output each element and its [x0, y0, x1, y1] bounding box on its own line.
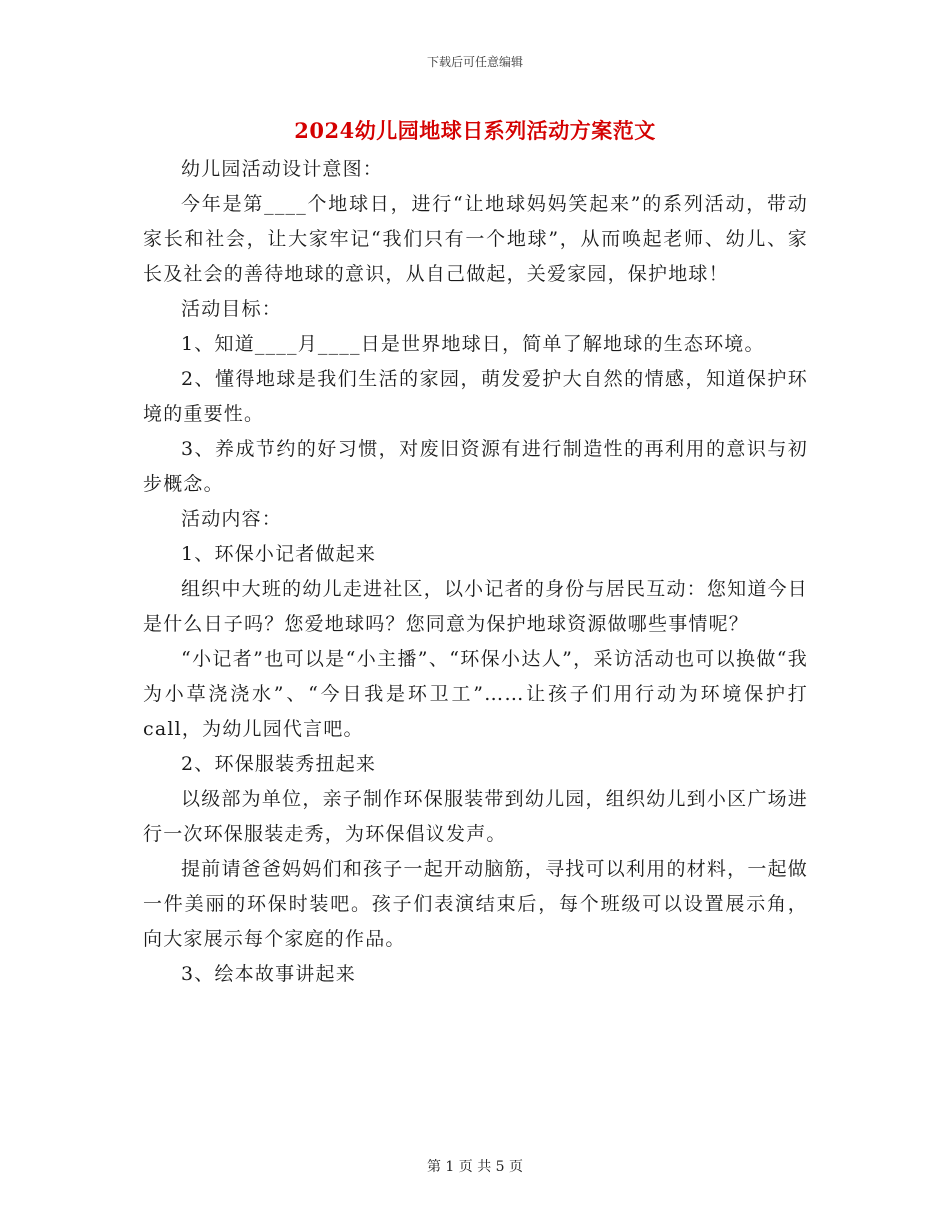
- paragraph: 3、养成节约的好习惯，对废旧资源有进行制造性的再利用的意识与初步概念。: [143, 438, 808, 495]
- paragraph: 3、绘本故事讲起来: [181, 963, 356, 985]
- paragraph: “小记者”也可以是“小主播”、“环保小达人”，采访活动也可以换做“我为小草浇浇水”、“今日我是环卫工”……让孩子们用行动为环境保护打call，为幼儿园代言吧。: [143, 648, 808, 740]
- paragraph: 2、懂得地球是我们生活的家园，萌发爱护大自然的情感，知道保护环境的重要性。: [143, 368, 808, 425]
- document-body: [143, 152, 808, 992]
- paragraph: 活动目标：: [181, 298, 283, 320]
- paragraph: 提前请爸爸妈妈们和孩子一起开动脑筋，寻找可以利用的材料，一起做一件美丽的环保时装吧。孩子们表演结束后，每个班级可以设置展示角，向大家展示每个家庭的作品。: [143, 858, 808, 950]
- paragraph: 1、知道____月____日是世界地球日，简单了解地球的生态环境。: [181, 333, 765, 355]
- paragraph: 1、环保小记者做起来: [181, 543, 377, 565]
- document-title: 2024幼儿园地球日系列活动方案范文: [294, 118, 656, 143]
- header-note: 下载后可任意编辑: [426, 55, 523, 69]
- paragraph: 以级部为单位，亲子制作环保服装带到幼儿园，组织幼儿到小区广场进行一次环保服装走秀，为环保倡议发声。: [143, 788, 808, 845]
- page-footer: 第 1 页 共 5 页: [426, 1159, 524, 1175]
- paragraph: 组织中大班的幼儿走进社区，以小记者的身份与居民互动：您知道今日是什么日子吗？您爱地球吗？您同意为保护地球资源做哪些事情呢？: [143, 578, 808, 635]
- paragraph: 今年是第____个地球日，进行“让地球妈妈笑起来”的系列活动，带动家长和社会，让大家牢记“我们只有一个地球”，从而唤起老师、幼儿、家长及社会的善待地球的意识，从自己做起，关爱家园，保护地球！: [143, 193, 808, 285]
- paragraph: 幼儿园活动设计意图：: [181, 158, 384, 180]
- paragraph: 活动内容：: [181, 508, 283, 530]
- paragraph: 2、环保服装秀扭起来: [181, 753, 377, 775]
